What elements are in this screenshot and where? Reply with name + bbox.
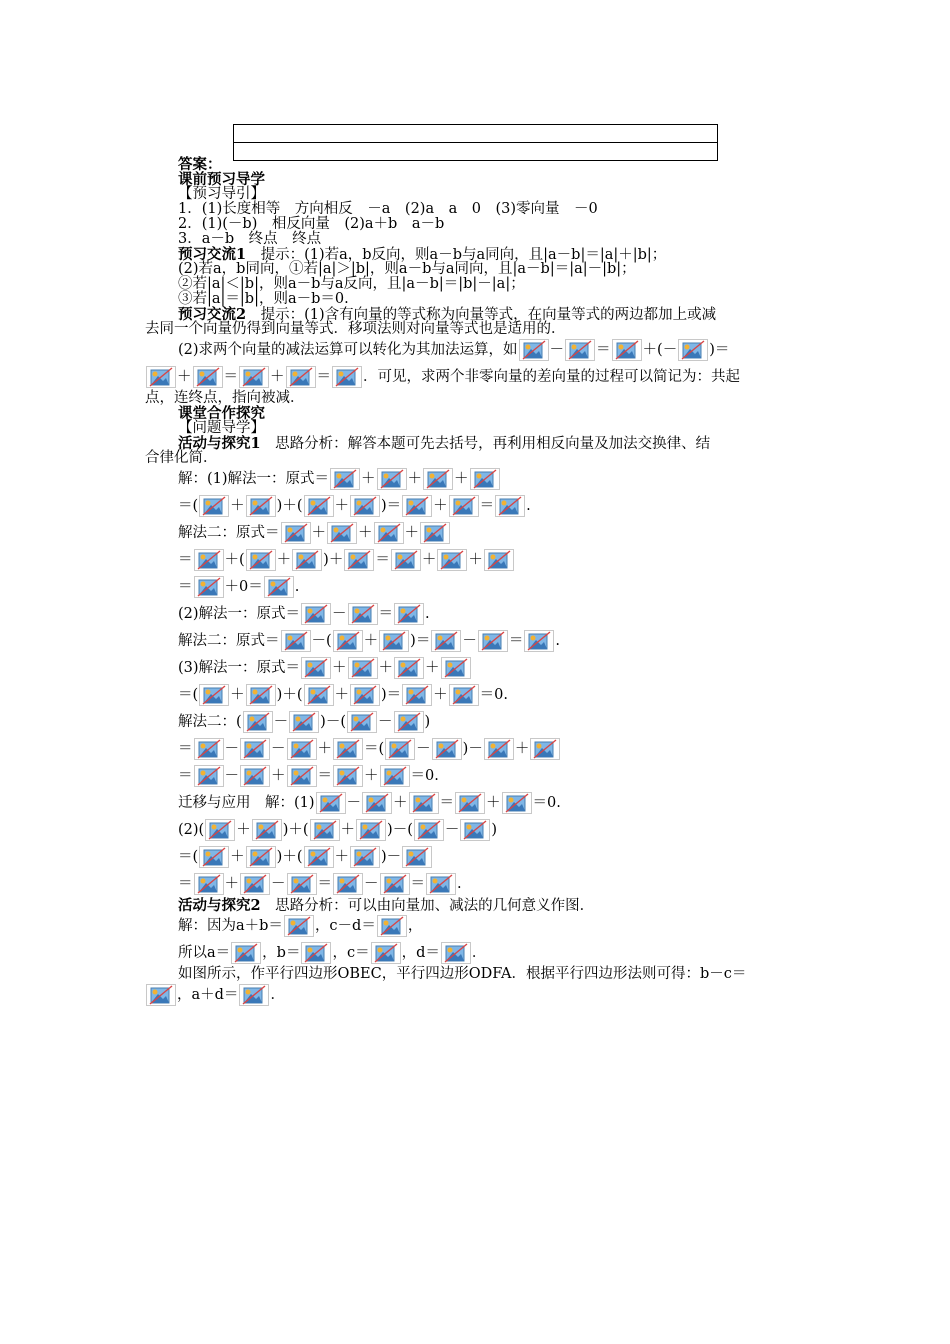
broken-image-icon (347, 711, 377, 733)
text-span: ＝0. (479, 687, 509, 703)
formula-line: ＝( ＋ )＋( ＋ )＝ ＋ ＝ . (145, 493, 807, 520)
broken-image-icon (327, 522, 357, 544)
formula-line: ＝ ＋( ＋ )＋ ＝ ＋ ＋ (145, 547, 807, 574)
broken-image-icon (281, 522, 311, 544)
table-row (234, 125, 717, 142)
text-span: (3)解法一：原式＝ (178, 660, 301, 676)
broken-image-icon (194, 873, 224, 895)
empty-table (233, 124, 718, 161)
broken-image-icon (304, 846, 334, 868)
broken-image-icon (423, 468, 453, 490)
text-span: 解：因为a＋b＝ (178, 918, 283, 934)
broken-image-icon (286, 366, 316, 388)
text-span: 解法二：( (178, 714, 242, 730)
broken-image-icon (612, 339, 642, 361)
broken-image-icon (287, 873, 317, 895)
broken-image-icon (194, 738, 224, 760)
broken-image-icon (289, 711, 319, 733)
broken-image-icon (394, 657, 424, 679)
broken-image-icon (240, 873, 270, 895)
broken-image-icon (519, 339, 549, 361)
broken-image-icon (332, 366, 362, 388)
broken-image-icon (146, 984, 176, 1006)
broken-image-icon (391, 549, 421, 571)
formula-line (145, 913, 807, 940)
broken-image-icon (199, 684, 229, 706)
broken-image-icon (426, 873, 456, 895)
formula-line: (2)( ＋ )＋( ＋ )－( － ) (145, 817, 807, 844)
formula-line: ＝ ＋0＝ . (145, 574, 807, 601)
broken-image-icon (356, 819, 386, 841)
text-line: ③若|a|＝|b|，则a－b＝0. (178, 291, 349, 307)
formula-line (145, 982, 807, 1009)
label: 预习交流1 (178, 246, 247, 263)
broken-image-icon (460, 819, 490, 841)
answer-content (145, 157, 807, 1009)
formula-line: 解法二：原式＝ ＋ ＋ ＋ (145, 520, 807, 547)
text-line: 2．(1)(－b) 相反向量 (2)a＋b a－b (178, 216, 445, 232)
broken-image-icon (301, 942, 331, 964)
text: 提示：(1)含有向量的等式称为向量等式，在向量等式的两边都加上或减 (246, 307, 717, 323)
broken-image-icon (380, 765, 410, 787)
formula-line: 解法二：( － )－( － ) (145, 709, 807, 736)
broken-image-icon (402, 495, 432, 517)
text-span: ． (270, 987, 285, 1003)
text-span: (2)解法一：原式＝ (178, 606, 301, 622)
broken-image-icon (193, 366, 223, 388)
label: 预习交流2 (178, 306, 247, 323)
broken-image-icon (495, 495, 525, 517)
text-line: 去同一个向量仍得到向量等式．移项法则对向量等式也是适用的． (145, 321, 566, 337)
broken-image-icon (239, 984, 269, 1006)
tag-heading: 【预习导引】 (178, 186, 265, 202)
formula-line: ＋ ＝ ＋ ＝ ．可见，求两个非零向量的差向量的过程可以简记为：共起 (145, 364, 807, 391)
text-span: 解：(1)解法一：原式＝ (178, 471, 330, 487)
text-span: ＝ (178, 741, 193, 757)
broken-image-icon (350, 495, 380, 517)
broken-image-icon (284, 915, 314, 937)
text-span: ＝( (178, 849, 199, 865)
text-span: 思路分析：可以由向量加、减法的几何意义作图． (260, 898, 595, 914)
formula-line: (2)求两个向量的减法运算可以转化为其加法运算，如 － ＝ ＋(－ )＝ (145, 337, 807, 364)
formula-line: 解：(1)解法一：原式＝ ＋ ＋ ＋ (145, 466, 807, 493)
broken-image-icon (409, 792, 439, 814)
broken-image-icon (530, 738, 560, 760)
text-span: 活动与探究2 (178, 897, 261, 914)
broken-image-icon (502, 792, 532, 814)
formula-line: 解法二：原式＝ －( ＋ )＝ － ＝ . (145, 628, 807, 655)
broken-image-icon (194, 549, 224, 571)
formula-line: 迁移与应用 解：(1) － ＋ ＝ ＋ ＝0. (145, 790, 807, 817)
broken-image-icon (246, 846, 276, 868)
broken-image-icon (301, 603, 331, 625)
broken-image-icon (205, 819, 235, 841)
broken-image-icon (437, 549, 467, 571)
broken-image-icon (362, 792, 392, 814)
text: 提示：(1)若a，b反向，则a－b与a同向，且|a－b|＝|a|＋|b|； (246, 247, 667, 263)
broken-image-icon (455, 792, 485, 814)
broken-image-icon (301, 657, 331, 679)
text-span: 迁移与应用 解：(1) (178, 795, 315, 811)
text-span: (2)( (178, 822, 205, 838)
text-span: ＝0. (410, 768, 439, 784)
broken-image-icon (374, 522, 404, 544)
broken-image-icon (441, 942, 471, 964)
broken-image-icon (432, 738, 462, 760)
text-span: ＝( (178, 687, 199, 703)
broken-image-icon (231, 942, 261, 964)
text-span: ＝0. (532, 795, 561, 811)
broken-image-icon (380, 873, 410, 895)
text-span: ＝( (178, 498, 199, 514)
broken-image-icon (484, 738, 514, 760)
broken-image-icon (304, 495, 334, 517)
broken-image-icon (333, 765, 363, 787)
text-span: ．可见，求两个非零向量的差向量的过程可以简记为：共起 (363, 369, 740, 385)
section-heading: 课前预习导学 (178, 171, 265, 188)
broken-image-icon (478, 630, 508, 652)
text-span: ，a＋d＝ (177, 987, 239, 1003)
broken-image-icon (281, 630, 311, 652)
broken-image-icon (402, 846, 432, 868)
text-span: 所以a＝ (178, 945, 231, 961)
broken-image-icon (449, 495, 479, 517)
broken-image-icon (678, 339, 708, 361)
text-span: 思路分析：解答本题可先去括号，再利用相反向量及加法交换律、结 (260, 436, 711, 452)
broken-image-icon (379, 630, 409, 652)
broken-image-icon (243, 711, 273, 733)
broken-image-icon (330, 468, 360, 490)
broken-image-icon (402, 684, 432, 706)
broken-image-icon (199, 495, 229, 517)
broken-image-icon (310, 819, 340, 841)
broken-image-icon (287, 738, 317, 760)
broken-image-icon (246, 549, 276, 571)
broken-image-icon (333, 630, 363, 652)
text-span: ，c－d＝ (314, 918, 376, 934)
text-span: ， (407, 918, 423, 934)
broken-image-icon (394, 603, 424, 625)
broken-image-icon (377, 468, 407, 490)
broken-image-icon (333, 873, 363, 895)
text-line: 点，连终点，指向被减． (145, 390, 305, 406)
text-span: ，b＝ (262, 945, 301, 961)
text-span: ＝ (178, 876, 193, 892)
broken-image-icon (470, 468, 500, 490)
text-line: 合律化简． (145, 450, 218, 466)
broken-image-icon (252, 819, 282, 841)
broken-image-icon (484, 549, 514, 571)
text-span: ＋0＝ (224, 579, 263, 595)
broken-image-icon (385, 738, 415, 760)
broken-image-icon (292, 549, 322, 571)
formula-line: ＝ － － ＋ ＝( － )－ ＋ (145, 736, 807, 763)
text-span: ＝ (178, 768, 193, 784)
answer-heading: 答案： (178, 156, 222, 173)
broken-image-icon (441, 657, 471, 679)
broken-image-icon (316, 792, 346, 814)
broken-image-icon (414, 819, 444, 841)
text-line: ②若|a|＜|b|，则a－b与a反向，且|a－b|＝|b|－|a|； (178, 276, 525, 292)
broken-image-icon (333, 738, 363, 760)
formula-line: ＝( ＋ )＋( ＋ )＝ ＋ ＝0. (145, 682, 807, 709)
text-span: 解法二：原式＝ (178, 633, 280, 649)
broken-image-icon (264, 576, 294, 598)
formula-line: (3)解法一：原式＝ ＋ ＋ ＋ (145, 655, 807, 682)
formula-line: (2)解法一：原式＝ － ＝ . (145, 601, 807, 628)
broken-image-icon (449, 684, 479, 706)
text-span: 解法二：原式＝ (178, 525, 280, 541)
text-line (145, 247, 807, 262)
text-span: ＝ (178, 552, 193, 568)
text-line: 3．a－b 终点 终点 (178, 231, 322, 247)
broken-image-icon (394, 711, 424, 733)
section-heading: 课堂合作探究 (178, 405, 265, 422)
broken-image-icon (194, 765, 224, 787)
text-line: 1．(1)长度相等 方向相反 －a (2)a a 0 (3)零向量 －0 (178, 201, 598, 217)
broken-image-icon (246, 495, 276, 517)
broken-image-icon (240, 738, 270, 760)
broken-image-icon (344, 549, 374, 571)
text-line (145, 436, 807, 451)
text-line (145, 898, 807, 913)
formula-line (145, 940, 807, 967)
broken-image-icon (304, 684, 334, 706)
text-span: 活动与探究1 (178, 435, 261, 452)
broken-image-icon (194, 576, 224, 598)
broken-image-icon (199, 846, 229, 868)
broken-image-icon (350, 846, 380, 868)
text-span: ＝ (178, 579, 193, 595)
text-line (145, 307, 807, 322)
broken-image-icon (348, 603, 378, 625)
text-line: 如图所示，作平行四边形OBEC，平行四边形ODFA．根据平行四边形法则可得：b－c＝ (178, 966, 747, 982)
text-span: ． (471, 945, 487, 961)
broken-image-icon (240, 765, 270, 787)
formula-line: ＝ ＋ － ＝ － ＝ . (145, 871, 807, 898)
broken-image-icon (420, 522, 450, 544)
broken-image-icon (287, 765, 317, 787)
broken-image-icon (565, 339, 595, 361)
broken-image-icon (371, 942, 401, 964)
formula-line: ＝ － ＋ ＝ ＋ ＝0. (145, 763, 807, 790)
broken-image-icon (246, 684, 276, 706)
tag-heading: 【问题导学】 (178, 420, 265, 436)
broken-image-icon (146, 366, 176, 388)
broken-image-icon (239, 366, 269, 388)
broken-image-icon (431, 630, 461, 652)
text-span: (2)求两个向量的减法运算可以转化为其加法运算，如 (178, 342, 518, 358)
formula-line: ＝( ＋ )＋( ＋ )－ (145, 844, 807, 871)
broken-image-icon (377, 915, 407, 937)
broken-image-icon (348, 657, 378, 679)
broken-image-icon (524, 630, 554, 652)
text-span: ，d＝ (401, 945, 440, 961)
text-line: (2)若a，b同向，①若|a|＞|b|，则a－b与a同向，且|a－b|＝|a|－|b|； (178, 261, 636, 277)
text-span: ，c＝ (332, 945, 370, 961)
broken-image-icon (350, 684, 380, 706)
